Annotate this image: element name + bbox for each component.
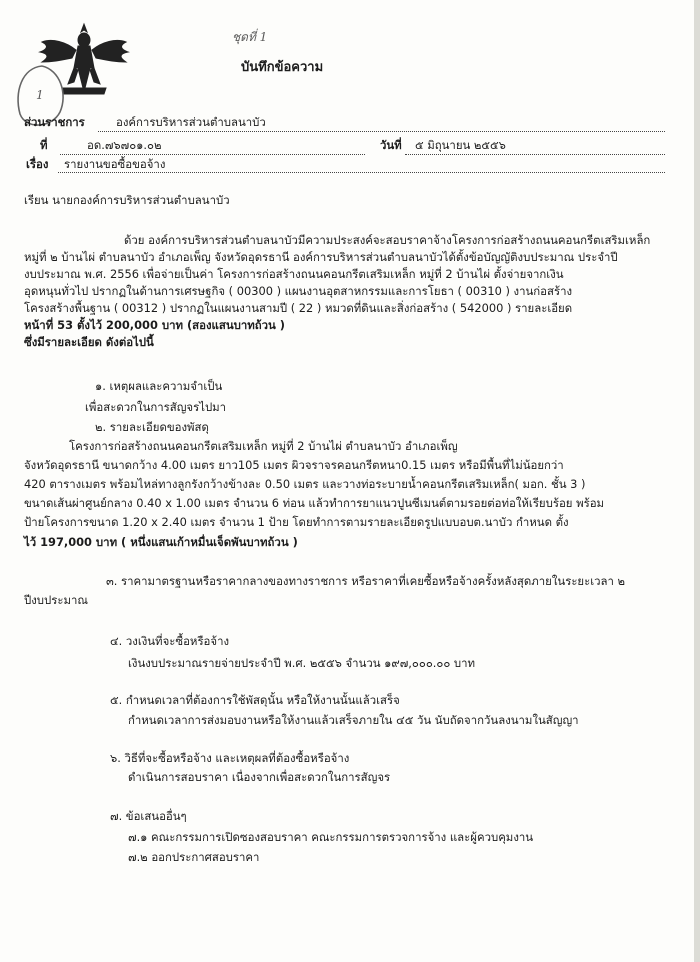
- dept-rule: [98, 131, 665, 132]
- intro-line: อุดหนุนทั่วไป ปรากฏในด้านการเศรษฐกิจ ( 00300 ) แผนงานอุตสาหกรรมและการโยธา ( 00310 ) งานก่อสร้าง: [24, 284, 573, 298]
- date-label: วันที่: [380, 138, 402, 152]
- item3-line: ๓. ราคามาตรฐานหรือราคากลางของทางราชการ หรือราคาที่เคยซื้อหรือจ้างครั้งหลังสุดภายในระยะเวลา ๒: [106, 574, 626, 588]
- ref-rule: [60, 154, 365, 155]
- intro-line: งบประมาณ พ.ศ. 2556 เพื่อจ่ายเป็นค่า โครงการก่อสร้างถนนคอนกรีตเสริมเหล็ก หมู่ที่ 2 บ้านไผ่ ตั้งจ่ายจากเงิน: [24, 267, 564, 281]
- item4-heading: ๔. วงเงินที่จะซื้อหรือจ้าง: [110, 634, 230, 648]
- item2-line: ขนาดเส้นผ่าศูนย์กลาง 0.40 x 1.00 เมตร จำนวน 6 ท่อน แล้วทำการยาแนวปูนซีเมนต์ตามรอยต่อท่อให้เรียบร้อย พร้อม: [24, 496, 605, 510]
- item1-body: เพื่อสะดวกในการสัญจรไปมา: [85, 400, 227, 414]
- intro-line: หมู่ที่ ๒ บ้านไผ่ ตำบลนาบัว อำเภอเพ็ญ จังหวัดอุดรธานี องค์การบริหารส่วนตำบลนาบัวได้ตั้งข้อบัญญัติงบประมาณ ประจำปี: [24, 250, 618, 264]
- salutation: เรียน นายกองค์การบริหารส่วนตำบลนาบัว: [24, 193, 230, 207]
- item7-heading: ๗. ข้อเสนออื่นๆ: [110, 809, 187, 823]
- dept-label: ส่วนราชการ: [24, 115, 85, 129]
- item2-line: ป้ายโครงการขนาด 1.20 x 2.40 เมตร จำนวน 1 ป้าย โดยทำการตามรายละเอียดรูปแบบอบต.นาบัว กำหนด ตั้ง: [24, 515, 569, 529]
- item2-line: จังหวัดอุดรธานี ขนาดกว้าง 4.00 เมตร ยาว105 เมตร ผิวจราจรคอนกรีตหนา0.15 เมตร หรือมีพื้นที่ไม่น้อยกว่า: [24, 458, 564, 472]
- ref-value: อด.๗๖๗๐๑.๐๒: [87, 138, 162, 152]
- scan-edge: [694, 0, 700, 962]
- intro-line: ด้วย องค์การบริหารส่วนตำบลนาบัวมีความประสงค์จะสอบราคาจ้างโครงการก่อสร้างถนนคอนกรีตเสริมเหล็ก: [124, 233, 651, 247]
- item7-sub: ๗.๑ คณะกรรมการเปิดซองสอบราคา คณะกรรมการตรวจการจ้าง และผู้ควบคุมงาน: [128, 830, 534, 844]
- item7-sub: ๗.๒ ออกประกาศสอบราคา: [128, 850, 260, 864]
- item2-heading: ๒. รายละเอียดของพัสดุ: [95, 420, 209, 434]
- item3-line: ปีงบประมาณ: [24, 593, 88, 607]
- intro-line: ซึ่งมีรายละเอียด ดังต่อไปนี้: [24, 335, 154, 349]
- ref-label: ที่: [40, 138, 48, 152]
- item2-line: โครงการก่อสร้างถนนคอนกรีตเสริมเหล็ก หมู่ที่ 2 บ้านไผ่ ตำบลนาบัว อำเภอเพ็ญ: [69, 439, 458, 453]
- date-rule: [405, 154, 665, 155]
- intro-budget-line: หน้าที่ 53 ตั้งไว้ 200,000 บาท (สองแสนบาทถ้วน ): [24, 318, 286, 332]
- item2-line: 420 ตารางเมตร พร้อมไหล่ทางลูกรังกว้างข้างละ 0.50 เมตร และวางท่อระบายน้ำคอนกรีตเสริมเหล็ก( มอก. ชั้น 3 ): [24, 477, 586, 491]
- handwritten-mark: 1: [36, 88, 44, 102]
- item6-body: ดำเนินการสอบราคา เนื่องจากเพื่อสะดวกในการสัญจร: [128, 770, 391, 784]
- subject-value: รายงานขอซื้อขอจ้าง: [64, 157, 166, 171]
- subject-label: เรื่อง: [26, 157, 49, 171]
- intro-line: โครงสร้างพื้นฐาน ( 00312 ) ปรากฏในแผนงานสามปี ( 22 ) หมวดที่ดินและสิ่งก่อสร้าง ( 542000 ) รายละเอียด: [24, 301, 573, 315]
- item4-body: เงินงบประมาณรายจ่ายประจำปี พ.ศ. ๒๕๕๖ จำนวน ๑๙๗,๐๐๐.๐๐ บาท: [128, 656, 476, 670]
- handwritten-note: ชุดที่ 1: [232, 30, 268, 44]
- dept-value: องค์การบริหารส่วนตำบลนาบัว: [116, 115, 266, 129]
- memo-title: บันทึกข้อความ: [241, 60, 324, 75]
- date-value: ๕ มิถุนายน ๒๕๕๖: [415, 138, 506, 152]
- item5-heading: ๕. กำหนดเวลาที่ต้องการใช้พัสดุนั้น หรือให้งานนั้นแล้วเสร็จ: [110, 693, 400, 707]
- item6-heading: ๖. วิธีที่จะซื้อหรือจ้าง และเหตุผลที่ต้องซื้อหรือจ้าง: [110, 751, 350, 765]
- item2-amount-line: ไว้ 197,000 บาท ( หนึ่งแสนเก้าหมื่นเจ็ดพันบาทถ้วน ): [24, 535, 298, 549]
- item1-heading: ๑. เหตุผลและความจำเป็น: [95, 379, 223, 393]
- item5-body: กำหนดเวลาการส่งมอบงานหรือให้งานแล้วเสร็จภายใน ๔๕ วัน นับถัดจากวันลงนามในสัญญา: [128, 713, 579, 727]
- subject-rule: [58, 172, 665, 173]
